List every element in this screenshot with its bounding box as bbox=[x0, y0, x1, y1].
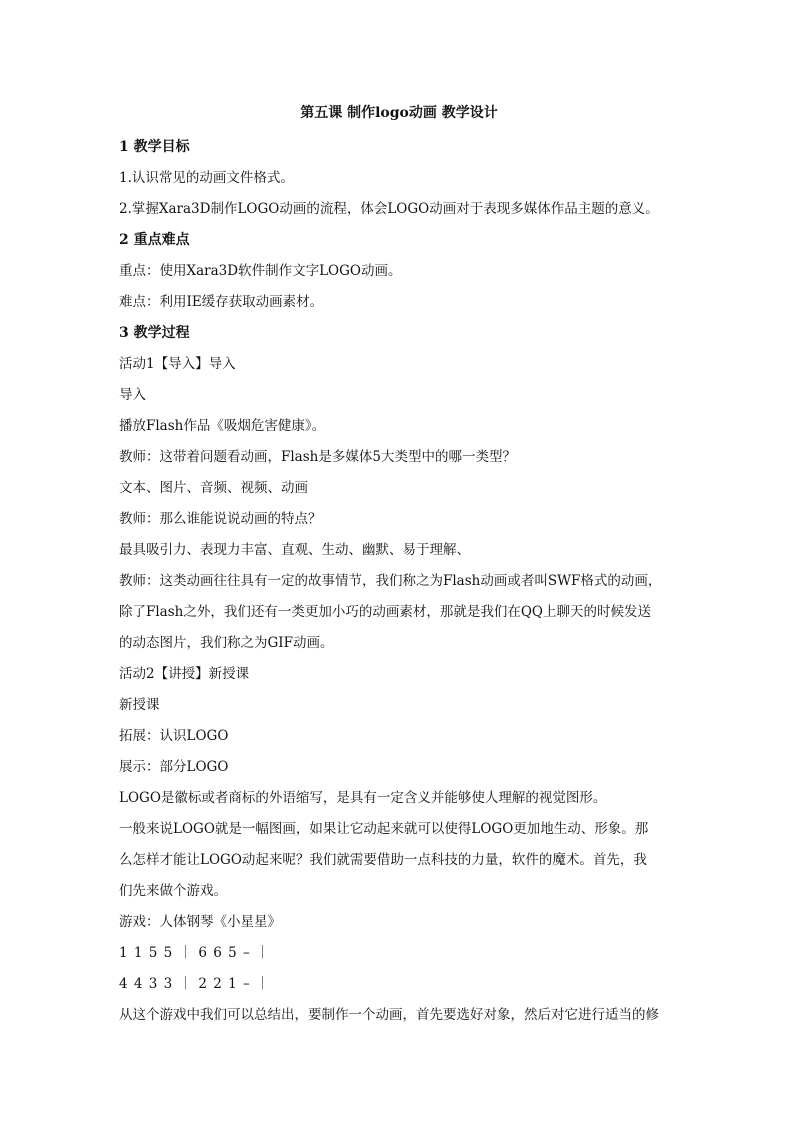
paragraph-line: 导入 bbox=[119, 387, 146, 403]
section-heading-key-points: 2 重点难点 bbox=[119, 232, 190, 248]
paragraph-line: 拓展：认识LOGO bbox=[119, 728, 229, 744]
paragraph-line: 的动态图片，我们称之为GIF动画。 bbox=[119, 635, 334, 651]
paragraph-line: 游戏：人体钢琴《小星星》 bbox=[119, 914, 281, 930]
document-title: 第五课 制作logo动画 教学设计 bbox=[300, 105, 498, 121]
paragraph-line: 教师：这带着问题看动画，Flash是多媒体5大类型中的哪一类型？ bbox=[119, 449, 516, 465]
paragraph-line: 难点：利用IE缓存获取动画素材。 bbox=[119, 294, 324, 310]
section-heading-process: 3 教学过程 bbox=[119, 325, 190, 341]
activity-label: 活动2【讲授】新授课 bbox=[119, 666, 250, 682]
paragraph-line: 1.认识常见的动画文件格式。 bbox=[119, 170, 294, 186]
section-heading-objectives: 1 教学目标 bbox=[119, 139, 190, 155]
paragraph-line: 最具吸引力、表现力丰富、直观、生动、幽默、易于理解、 bbox=[119, 542, 470, 558]
paragraph-line: 文本、图片、音频、视频、动画 bbox=[119, 480, 308, 496]
paragraph-line: 一般来说LOGO就是一幅图画，如果让它动起来就可以使得LOGO更加地生动、形象。那 bbox=[119, 821, 649, 837]
paragraph-line: LOGO是徽标或者商标的外语缩写，是具有一定含义并能够使人理解的视觉图形。 bbox=[119, 790, 607, 806]
paragraph-line: 展示：部分LOGO bbox=[119, 759, 229, 775]
paragraph-line: 教师：那么谁能说说动画的特点？ bbox=[119, 511, 322, 527]
paragraph-line: 新授课 bbox=[119, 697, 160, 713]
paragraph-line: 从这个游戏中我们可以总结出，要制作一个动画，首先要选好对象，然后对它进行适当的修 bbox=[119, 1007, 659, 1023]
music-notation-line: 1 1 5 5 ｜ 6 6 5 – ｜ bbox=[119, 945, 271, 961]
paragraph-line: 2.掌握Xara3D制作LOGO动画的流程，体会LOGO动画对于表现多媒体作品主题的意义。 bbox=[119, 201, 659, 217]
paragraph-line: 教师：这类动画往往具有一定的故事情节，我们称之为Flash动画或者叫SWF格式的动画， bbox=[119, 573, 662, 589]
paragraph-line: 们先来做个游戏。 bbox=[119, 883, 227, 899]
music-notation-line: 4 4 3 3 ｜ 2 2 1 – ｜ bbox=[119, 976, 271, 992]
paragraph-line: 么怎样才能让LOGO动起来呢？我们就需要借助一点科技的力量，软件的魔术。首先，我 bbox=[119, 852, 647, 868]
document-body bbox=[119, 100, 679, 1031]
paragraph-line: 播放Flash作品《吸烟危害健康》。 bbox=[119, 418, 326, 434]
paragraph-line: 除了Flash之外，我们还有一类更加小巧的动画素材，那就是我们在QQ上聊天的时候发送 bbox=[119, 604, 651, 620]
activity-label: 活动1【导入】导入 bbox=[119, 356, 236, 372]
paragraph-line: 重点：使用Xara3D软件制作文字LOGO动画。 bbox=[119, 263, 402, 279]
